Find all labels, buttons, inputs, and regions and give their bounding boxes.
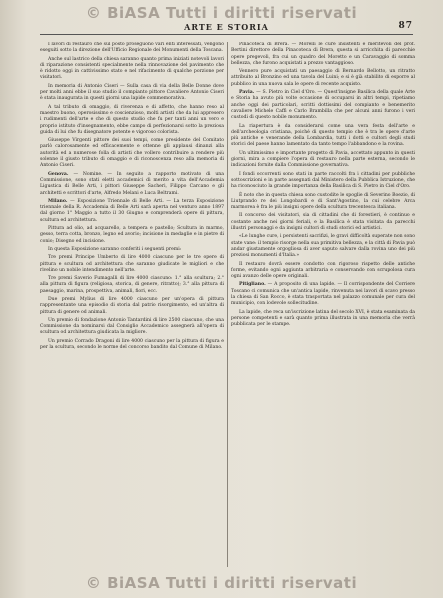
paragraph-text: I fondi occorrenti sono stati in parte raccolti fra i cittadini per pubbliche sottoscrizioni e in parte assegnati dal Ministero della Pubblica Istruzione, che ha riconosciuto la grande importanza della Basilica di S. Pietro in Ciel d'Oro. bbox=[231, 171, 415, 190]
page-number: 87 bbox=[398, 21, 413, 31]
paragraph-text: Anche sul lastrico della chiesa saranno quanto prima iniziati notevoli lavori di riparazione consistenti specialmente nella rinnovazione del pavimento che è ridotto oggi in cattivissimo stato e nel rifacimento di qualche porzione per visitatori. bbox=[40, 56, 224, 81]
paragraph-text: — Esposizione Triennale di Belle Arti. — La terza Esposizione triennale della R. Accademia di Belle Arti sarà aperta nel venturo anno 1897 dal giorno 1° Maggio a tutto il 30 Giugno e comprenderà opere di pittura, scultura ed architettura. bbox=[40, 198, 224, 223]
paragraph bbox=[40, 247, 224, 253]
paragraph bbox=[40, 318, 224, 337]
right-column bbox=[231, 42, 415, 572]
paragraph-text: In questa Esposizione saranno conferiti i seguenti premi: bbox=[48, 246, 182, 252]
paragraph-text: Tre premi Principe Umberto di lire 4000 ciascuno per le tre opere di pittura e scultura od architettura che saranno giudicate le migliori e che rivelino un nobile intendimento nell'arte. bbox=[40, 255, 224, 273]
paragraph bbox=[40, 57, 224, 82]
paragraph-text: Un ultimissimo e importante progetto di Pavia, accettato appunto in questi giorni, mira a compiere l'opera di restauro nella parte esterna, secondo le indicazioni fornite dalla Commissione governativa. bbox=[231, 150, 415, 169]
paragraph bbox=[40, 276, 224, 295]
paragraph bbox=[231, 42, 415, 67]
paragraph bbox=[231, 172, 415, 191]
paragraph-text: La riapertura è da considerarsi come una vera festa dell'arte e dell'archeologia cristiana, poiché di questo tempio che è tra le opere d'arte più antiche e venerande della Lombardia, tutti i dotti e cultori degli studi storici del paese hanno lamentato da tanto tempo l'abbandono e la rovina. bbox=[231, 123, 415, 148]
paragraph bbox=[231, 310, 415, 329]
paragraph bbox=[40, 199, 224, 224]
paragraph bbox=[231, 193, 415, 212]
paragraph bbox=[231, 213, 415, 232]
paragraph-text: Un premio Corrado Dragoni di lire 4000 ciascuno per la pittura di figura e per la scultura, secondo le norme del concorso bandito dal Comune di Milano. bbox=[40, 338, 224, 351]
paragraph bbox=[231, 234, 415, 259]
paragraph bbox=[40, 84, 224, 103]
paragraph-text: A tal tributo di omaggio, di riverenza e di affetto, che hanno reso al maestro buono, operosissimo e coscienzioso, molti artisti che da lui appresero i rudimenti dell'arte e che di questo studio che fu per tanti anni un vero e proprio istituto d'insegnamento, ebbe campo di perfezionarsi sotto la preziosa guida di lui che fu disegnatore potente e vigoroso colorista. bbox=[40, 104, 224, 135]
paragraph-text: Il concorso dei visitatori, sia di cittadini che di forestieri, è continuo e costante anche nei giorni feriali, e la Basilica è stata visitata da parecchi illustri personaggi e da insigni cultori di studi storici ed artistici. bbox=[231, 213, 415, 232]
paragraph bbox=[231, 124, 415, 149]
section-heading: Milano. bbox=[48, 198, 71, 204]
paragraph bbox=[40, 172, 224, 197]
paragraph-text: In memoria di Antonio Ciseri — Sulla casa di via della Belle Donne dove per molti anni ebbe il suo studio il compianto pittore Cavaliere Antonio Ciseri è stata inaugurata in questi giorni una lapide commemorativa. bbox=[40, 83, 224, 102]
paragraph-text: Due premi Mylius di lire 4000 ciascuno per un'opera di pittura rappresentante una episodio di storia dal patrio risorgimento, ed un'altra di pittura di genere od animali. bbox=[40, 296, 224, 315]
paragraph bbox=[40, 105, 224, 136]
paragraph-text: Giuseppe Virgenti pittore dei suoi tempi, come presidente del Comitato parlò calorosamente ed efficacemente e ottenne gli applausi dinanzi alla autorità ed a numerose folla di artisti che vollero contribuire a rendere più solenne il giusto tributo di omaggio e di riconoscenza reso alla memoria di Antonio Ciseri. bbox=[40, 138, 224, 169]
paragraph-text: I lavori di restauro che sul posto proseguono vari enti interessati, vengono eseguiti sotto la direzione dell'Ufficio Regionale dei Monumenti della Toscana. bbox=[40, 42, 224, 54]
paragraph bbox=[231, 90, 415, 121]
paragraph bbox=[40, 339, 224, 352]
paragraph-text: — Nomine. — In seguito a rapporto motivato di una Commissione, sono stati eletti accademici di merito a vita dell'Accademia Ligustica di Belle Arti, i pittori Giuseppe Sacheri, Filippo Carcano e gli architetti e scrittori d'arte, Alfredo Melani e Luca Beltrami. bbox=[40, 171, 224, 196]
watermark-top: © BiASA Tutti i diritti riservati bbox=[85, 4, 358, 22]
paragraph-text: Tre premi Saverio Fumagalli di lire 4000 ciascuno: 1.° alla scultura; 2.° alla pittura di figura (religiosa, storica, di genere, ritratto); 3.° alla pittura di paesaggio, marina, prospettiva, animali, fiori, ecc. bbox=[40, 276, 224, 294]
paragraph-text: Vennero pure acquistati un paesaggio di Bernardo Bellotto, un ritratto attribuito al Bronzino ed una tavola del Luini; e si è già stabilito di esporre al pubblico in una nuova sala le opere di recente acquisto. bbox=[231, 69, 415, 87]
left-column bbox=[40, 42, 224, 572]
running-header bbox=[40, 20, 413, 35]
paragraph bbox=[231, 69, 415, 88]
paragraph-text: La lapide, che reca un'iscrizione latina del secolo XVI, è stata esaminata da persone competenti e sarà quanto prima illustrata in una memoria che verrà pubblicata per le stampe. bbox=[231, 309, 415, 328]
paragraph bbox=[40, 255, 224, 274]
section-heading: Pavia. bbox=[239, 90, 257, 96]
paragraph-text: «Le lunghe cure, i persistenti sacrifizi, le gravi difficoltà superate non sono state vane: il tempio risorge nella sua primitiva bellezza, e la città di Pavia può andar giustamente orgogliosa di aver saputo salvare dalla rovina uno dei più preziosi monumenti d'Italia.» bbox=[231, 234, 415, 259]
paragraph-text: Pinacoteca di Brera. — Morelli le cure insistenti e meritevoli del prof. Bertini direttore della Pinacoteca di Brera, questa si arricchita di parecchie opere pregevoli, fra cui un quadro del Moretto e un Caravaggio di somma bellezza, che furono acquistati a prezzo vantaggioso. bbox=[231, 42, 415, 66]
paragraph bbox=[231, 262, 415, 281]
paragraph bbox=[40, 42, 224, 55]
paragraph bbox=[40, 138, 224, 169]
paragraph bbox=[40, 226, 224, 245]
header-title: ARTE E STORIA bbox=[184, 22, 269, 32]
column-divider bbox=[227, 42, 228, 567]
watermark-bottom: © BiASA Tutti i diritti riservati bbox=[85, 574, 358, 592]
paragraph bbox=[40, 297, 224, 316]
paragraph bbox=[231, 282, 415, 307]
paragraph-text: — S. Pietro in Ciel d'Oro. — Quest'insigne Basilica della quale Arte e Storia ha avuto più volte occasione di occuparsi in altri tempi, ripetiamo anche oggi dei particolari, scritti dottissimi del compianto e benemerito cavaliere Michele Caffi e Carlo Brambilla che per alcuni anni furono i veri custodi di questo nobile monumento. bbox=[231, 90, 415, 121]
paragraph-text: Il restauro dovrà essere condotto con rigoroso rispetto delle antiche forme, evitando ogni aggiunta arbitraria e conservando con scrupolosa cura ogni avanzo delle opere originali. bbox=[231, 261, 415, 280]
paragraph-text: — A proposito di una lapide. — Il corrispondente del Corriere Toscano ci comunica che un'antica lapide, rinvenuta nei lavori di scavo presso la chiesa di San Rocco, è stata trasportata nel palazzo comunale per cura del municipio, con lodevole sollecitudine. bbox=[231, 282, 415, 307]
section-heading: Pitigliano. bbox=[239, 282, 268, 288]
section-heading: Genova. bbox=[48, 171, 74, 177]
paragraph-text: È noto che in questa chiesa sono custodite le spoglie di Severino Boezio, di Liutprando re dei Longobardi e di Sant'Agostino, la cui celebre Arca marmorea è fra le più insigni opere della scultura trecentesca italiana. bbox=[231, 192, 415, 211]
paragraph-text: Un premio di fondazione Antonio Tantardini di lire 2500 ciascuno, che una Commissione da nominarsi dal Consiglio Accademico assegnerà all'opera di scultura od architettura giudicata la migliore. bbox=[40, 317, 224, 336]
paragraph bbox=[231, 151, 415, 170]
paragraph-text: Pittura ad olio, ad acquarello, a tempera e pastello; Scultura in marmo, gesso, terra cotta, bronzo, legno ed avorio; incisione in medaglie e in pietre di conio; Disegno ed incisione. bbox=[40, 226, 224, 244]
